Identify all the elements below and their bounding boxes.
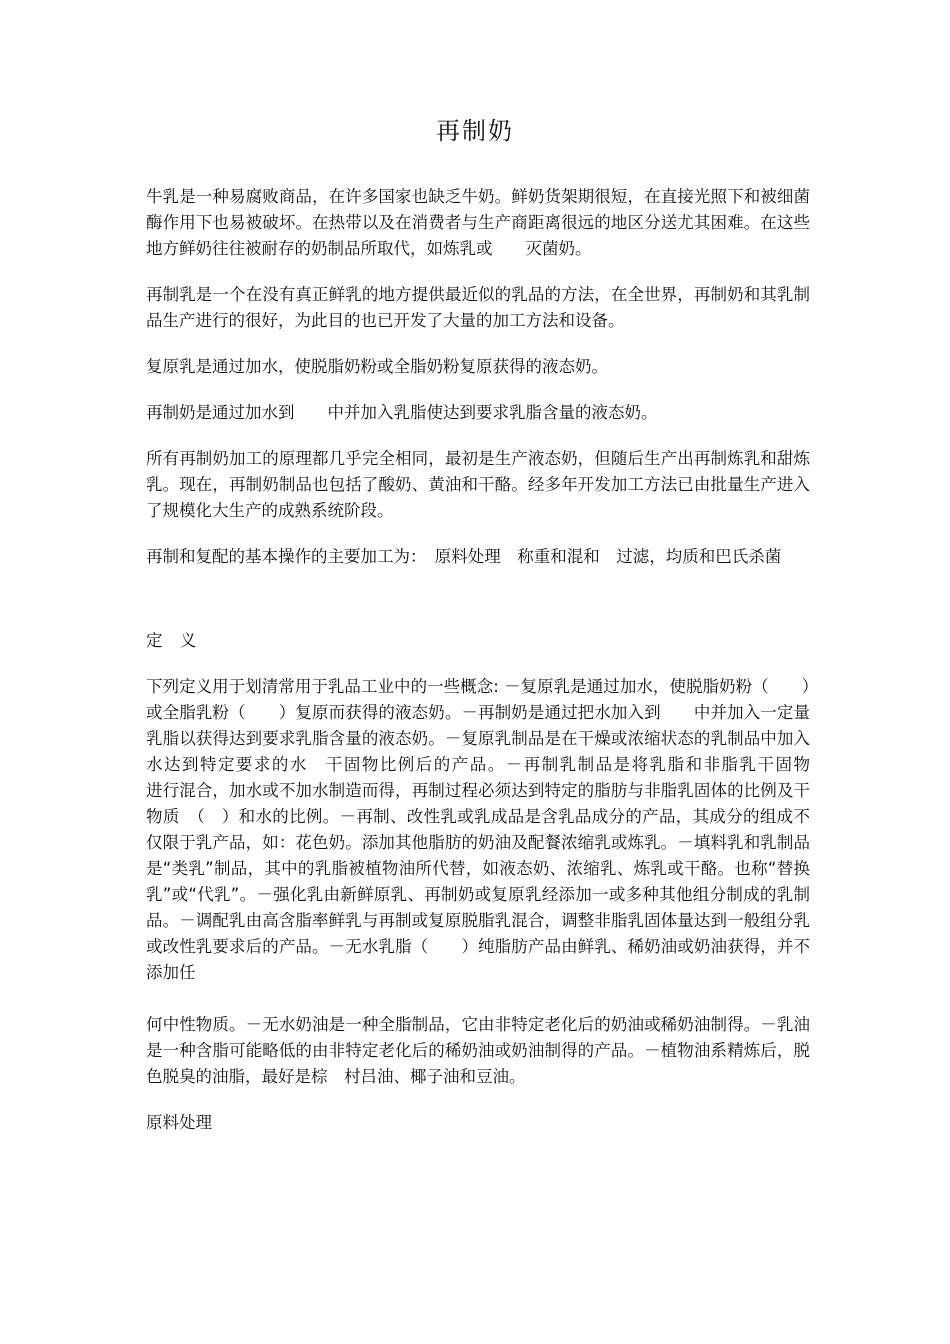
paragraph-basic-operations: 再制和复配的基本操作的主要加工为： 原料处理 称重和混和 过滤，均质和巴氏杀菌 [146,547,782,566]
paragraph-definitions-part1: 下列定义用于划清常用于乳品工业中的一些概念: －复原乳是通过加水，使脱脂奶粉（ ）或全脂乳粉（ ）复原而获得的液态奶。－再制奶是通过把水加入到 中并加入一定量乳脂以获得达到要求乳脂含量的液态奶。－复原乳制品是在干燥或浓缩状态的乳制品中加入水达到特定要求的水 干固物比例后的产品。－再制乳制品是将乳脂和非脂乳干固物 进行混合，加水或不加水制造而得，再制过程必须达到特定的脂肪与非脂乳固体的比例及干物质 （ ）和水的比例。－再制、改性乳或乳成品是含乳品成分的产品，其成分的组成不仅限于乳产品，如：花色奶。添加其他脂肪的奶油及配餐浓缩乳或炼乳。－填料乳和乳制品是“类乳”制品，其中的乳脂被植物油所代替，如液态奶、浓缩乳、炼乳或干酪。也称“替换乳”或“代乳”。－强化乳由新鲜原乳、再制奶或复原乳经添加一或多种其他组分制成的乳制品。－调配乳由高含脂率鲜乳与再制或复原脱脂乳混合，调整非脂乳固体量达到一般组分乳或改性乳要求后的产品。－无水乳脂（ ）纯脂肪产品由鲜乳、稀奶油或奶油获得，并不添加任 [146,677,860,982]
paragraph-processing-principle: 所有再制奶加工的原理都几乎完全相同，最初是生产液态奶，但随后生产出再制炼乳和甜炼乳。现在，再制奶制品也包括了酸奶、黄油和干酪。经多年开发加工方法已由批量生产进入了规模化大生产的成熟系统阶段。 [146,449,810,520]
paragraph-reconstituted-milk: 复原乳是通过加水，使脱脂奶粉或全脂奶粉复原获得的液态奶。 [146,357,608,376]
paragraph-intro: 牛乳是一种易腐败商品，在许多国家也缺乏牛奶。鲜奶货架期很短，在直接光照下和被细菌酶作用下也易被破坏。在热带以及在消费者与生产商距离很远的地区分送尤其困难。在这些地方鲜奶往往被耐存的奶制品所取代，如炼乳或 灭菌奶。 [146,187,810,258]
paragraph-definitions-part2: 何中性物质。－无水奶油是一种全脂制品，它由非特定老化后的奶油或稀奶油制得。－乳油是一种含脂可能略低的由非特定老化后的稀奶油或奶油制得的产品。－植物油系精炼后，脱色脱臭的油脂，最好是棕 村吕油、椰子油和豆油。 [146,1015,810,1086]
page-title: 再制奶 [436,117,514,145]
paragraph-recombined-milk: 再制乳是一个在没有真正鲜乳的地方提供最近似的乳品的方法，在全世界，再制奶和其乳制品生产进行的很好，为此目的也已开发了大量的加工方法和设备。 [146,285,810,330]
paragraph-recombined-definition: 再制奶是通过加水到 中并加入乳脂使达到要求乳脂含量的液态奶。 [146,403,658,422]
section-heading-definitions: 定 义 [146,631,203,650]
section-heading-raw-material: 原料处理 [146,1113,212,1132]
document-body [146,184,860,1156]
